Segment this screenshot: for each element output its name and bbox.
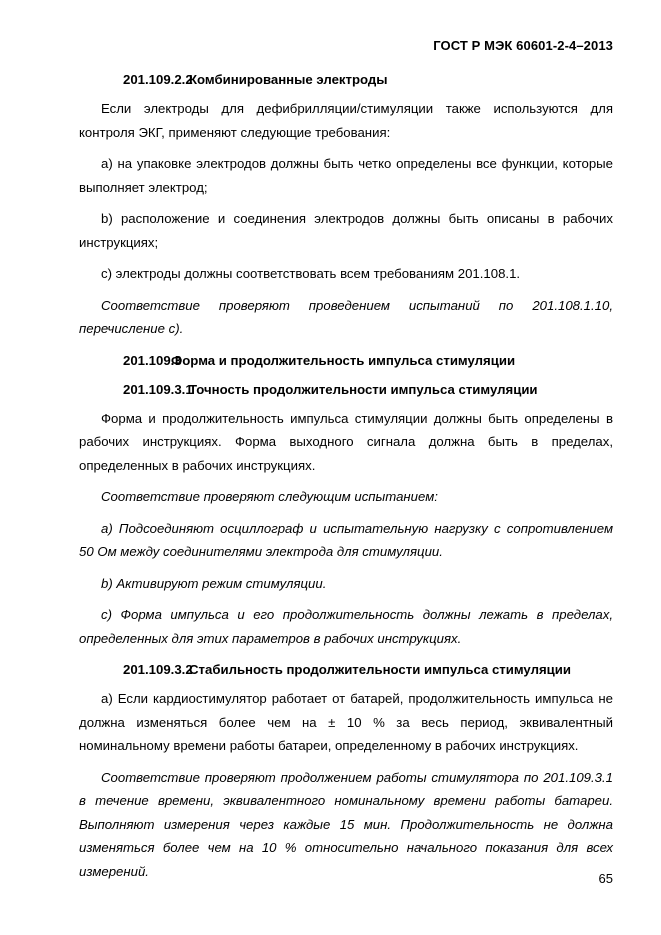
section-title: Стабильность продолжительности импульса стимуляции [189, 662, 571, 677]
test-step: b) Активируют режим стимуляции. [101, 575, 327, 591]
section-number: 201.109.3.2 [123, 662, 193, 677]
document-standard-id: ГОСТ Р МЭК 60601-2-4–2013 [433, 38, 613, 53]
section-number: 201.109.3 [123, 352, 182, 368]
list-item: b) расположение и соединения электродов должны быть описаны в рабочих инструкциях; [79, 211, 613, 250]
paragraph: Форма и продолжительность импульса стимуляции должны быть определены в рабочих инструкциях. Форма выходного сигнала должна быть в пределах, определенных в рабочих инструкциях. [79, 410, 613, 473]
compliance-note: Соответствие проверяют продолжением работы стимулятора по 201.109.3.1 в течение времени, эквивалентного номинальному времени работы батареи. Выполняют измерения через каждые 15 мин. Продолжительность не должна изменяться более чем на 10 % относительно начального показания для всех измерений. [79, 769, 613, 879]
section-number: 201.109.2.2 [123, 72, 193, 87]
paragraph: Если электроды для дефибрилляции/стимуляции также используются для контроля ЭКГ, применяют следующие требования: [79, 101, 613, 140]
test-step: a) Подсоединяют осциллограф и испытательную нагрузку с сопротивлением 50 Ом между соединителями электрода для стимуляции. [79, 520, 613, 559]
list-item: а) на упаковке электродов должны быть четко определены все функции, которые выполняет электрод; [79, 156, 613, 195]
section-number: 201.109.3.1 [123, 381, 193, 397]
section-heading [79, 658, 613, 681]
section-title: Форма и продолжительность импульса стимуляции [171, 352, 516, 368]
list-item: c) электроды должны соответствовать всем требованиям 201.108.1. [101, 266, 521, 281]
document-body [79, 68, 613, 891]
section-title: Комбинированные электроды [189, 72, 388, 87]
test-step: c) Форма импульса и его продолжительность должны лежать в пределах, определенных для этих параметров в рабочих инструкциях. [79, 607, 613, 646]
compliance-note: Соответствие проверяют следующим испытанием: [101, 489, 438, 504]
list-item: а) Если кардиостимулятор работает от батарей, продолжительность импульса не должна изменяться более чем на ± 10 % за весь период, эквивалентный номинальному времени работы батареи, определенному в рабочих инструкциях. [79, 691, 613, 753]
page-number: 65 [598, 871, 613, 886]
section-heading [79, 349, 613, 372]
section-heading [79, 68, 613, 91]
compliance-note: Соответствие проверяют проведением испытаний по 201.108.1.10, перечисление с). [79, 297, 613, 336]
section-heading [79, 378, 613, 401]
section-title: Точность продолжительности импульса стимуляции [189, 381, 538, 397]
